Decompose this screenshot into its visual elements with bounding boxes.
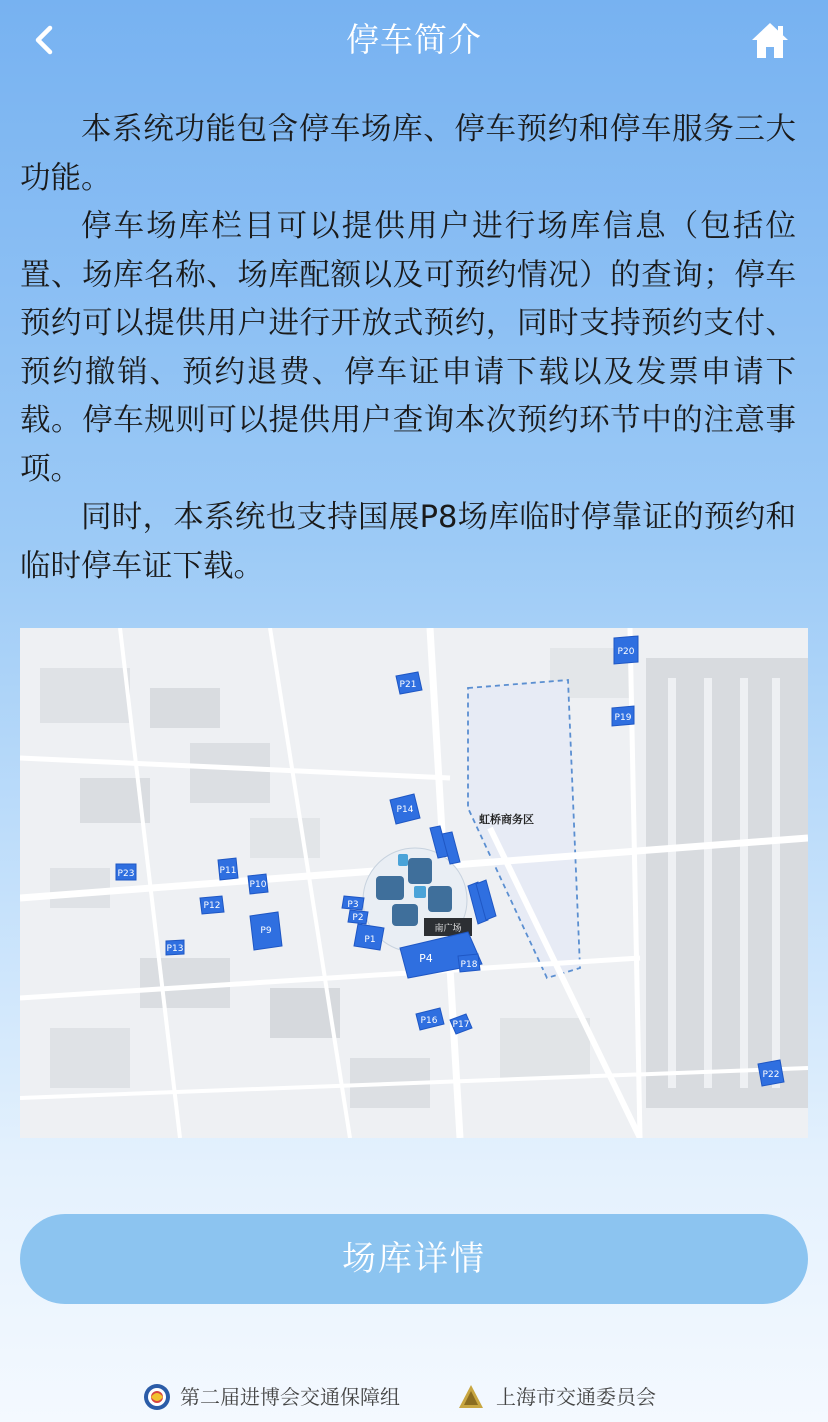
map-canvas xyxy=(20,628,808,1138)
parking-lot-label: P13 xyxy=(166,944,184,954)
intro-paragraph: 本系统功能包含停车场库、停车预约和停车服务三大功能。 xyxy=(20,112,796,196)
transport-commission-logo-icon xyxy=(456,1382,486,1412)
parking-lot-label: P11 xyxy=(219,866,237,876)
parking-lot-label: P4 xyxy=(419,952,433,965)
footer xyxy=(0,1380,828,1414)
parking-lot-label: P14 xyxy=(396,805,414,815)
parking-map[interactable] xyxy=(20,628,808,1138)
venue-label: 南广场 xyxy=(434,924,462,934)
parking-lot-label: P9 xyxy=(260,926,272,936)
organizer-name: 上海市交通委员会 xyxy=(496,1385,656,1409)
intro-paragraph: 同时，本系统也支持国展P8场库临时停靠证的预约和临时停车证下载。 xyxy=(20,500,796,584)
parking-lot-label: P22 xyxy=(762,1070,780,1080)
parking-lot-label: P21 xyxy=(399,680,417,690)
parking-lot-label: P18 xyxy=(460,960,478,970)
area-label: 虹桥商务区 xyxy=(479,813,534,826)
parking-lot-label: P3 xyxy=(347,900,359,910)
app-header xyxy=(0,0,828,84)
organizer-name: 第二届进博会交通保障组 xyxy=(180,1385,400,1409)
parking-lot-label: P20 xyxy=(617,647,635,657)
parking-lot-label: P17 xyxy=(452,1020,470,1030)
expo-logo-icon xyxy=(142,1382,172,1412)
parking-detail-button[interactable]: 场库详情 xyxy=(20,1214,808,1304)
parking-lot-label: P16 xyxy=(420,1016,438,1026)
intro-paragraph: 停车场库栏目可以提供用户进行场库信息（包括位置、场库名称、场库配额以及可预约情况）的查询；停车预约可以提供用户进行开放式预约，同时支持预约支付、预约撤销、预约退费、停车证申请下载以及发票申请下载。停车规则可以提供用户查询本次预约环节中的注意事项。 xyxy=(20,209,796,487)
intro-text xyxy=(20,106,796,591)
parking-lot-label: P12 xyxy=(203,901,221,911)
parking-lot-label: P1 xyxy=(364,935,376,945)
home-button[interactable] xyxy=(748,18,792,62)
parking-lot-label: P10 xyxy=(249,880,267,890)
parking-lot-label: P23 xyxy=(117,869,135,879)
home-icon xyxy=(748,18,792,62)
parking-lot-label: P19 xyxy=(614,713,632,723)
parking-lot-label: P2 xyxy=(352,913,364,923)
page-title: 停车简介 xyxy=(346,20,482,59)
